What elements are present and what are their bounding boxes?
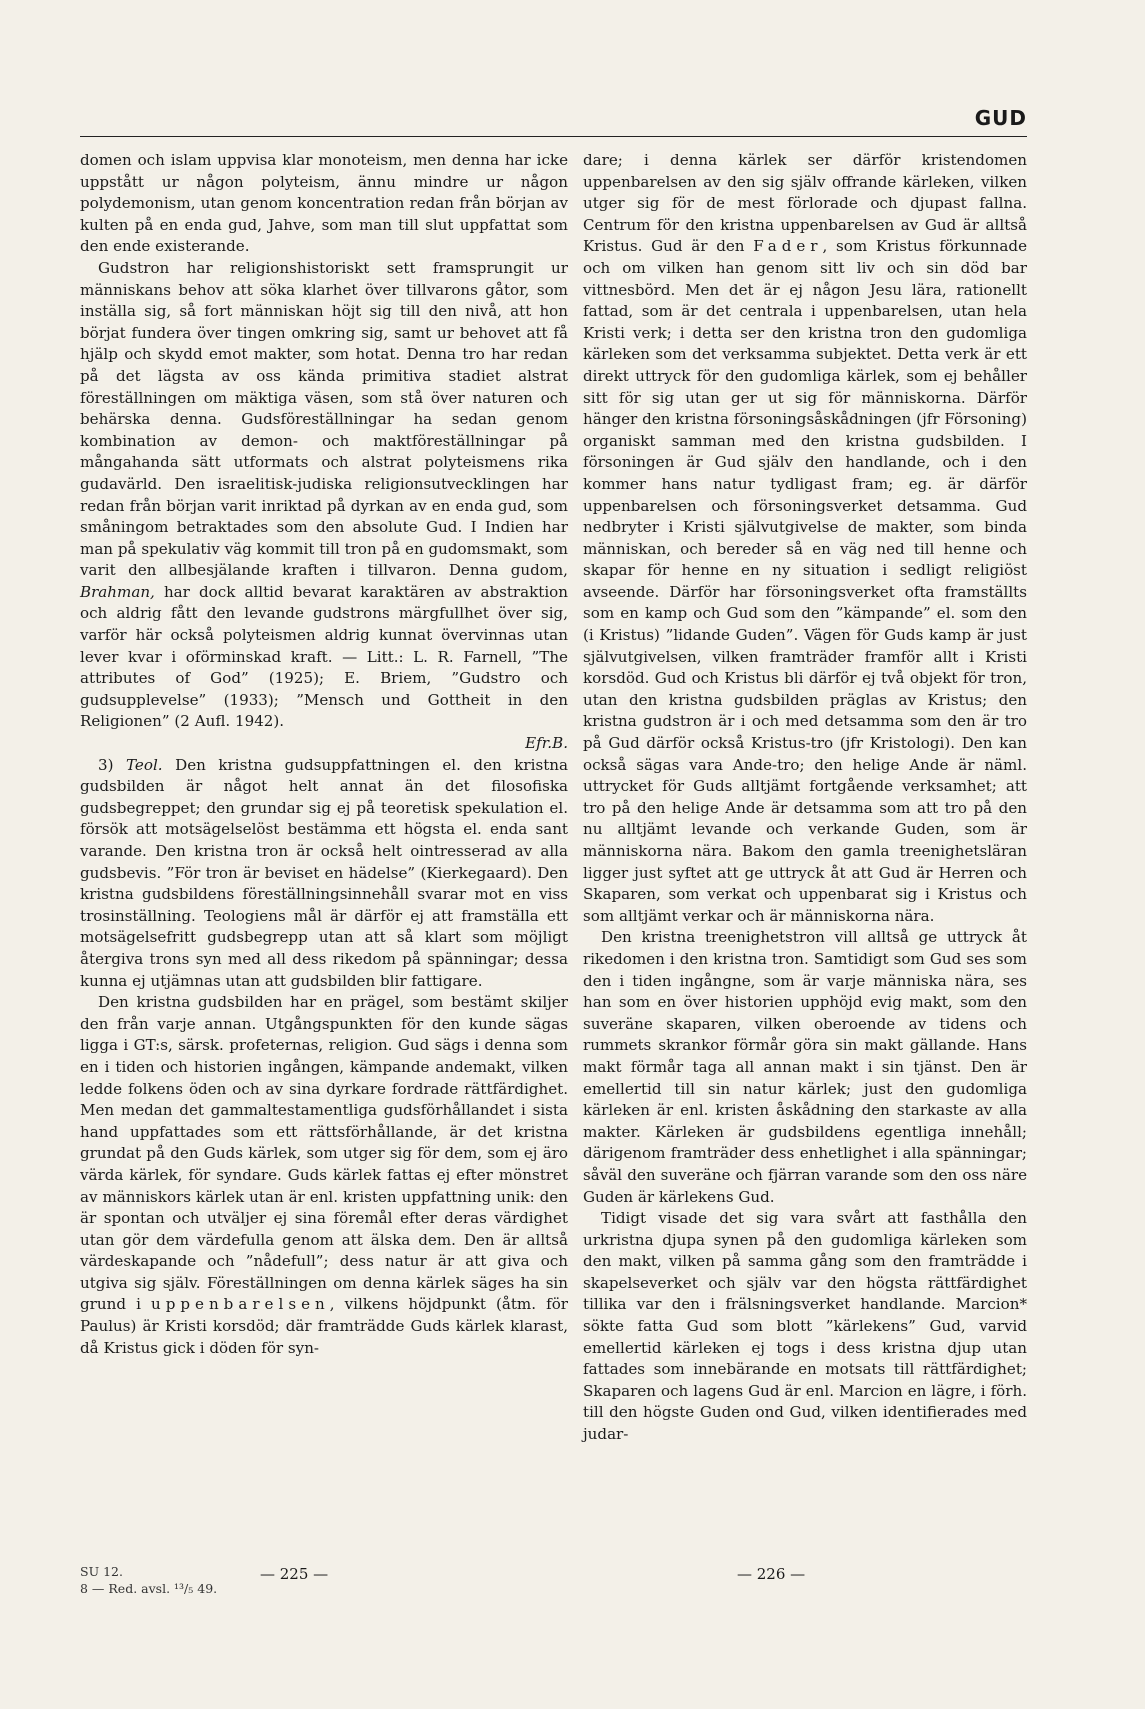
text: domen och islam uppvisa klar monoteism, men denna har icke uppstått ur någon polyteism, ännu mindre ur någon polydemonism, utan genom koncentration redan från början av kulten på en enda gud, Jahve, som man till slut uppfattat som den ende existerande. xyxy=(80,151,568,256)
text: Gudstron har religionshistoriskt sett framsprungit ur människans behov att söka klarhet över tillvarons gåtor, som inställa sig, så fort människan höjt sig till den nivå, att hon börjat fundera över tingen omkring sig, samt ur behovet att få hjälp och skydd emot makter, som hotat. Denna tro har redan på det lägsta av oss kända primitiva stadiet alstrat föreställningen om mäktiga väsen, som stå över naturen och behärska denna. Gudsföreställningar ha sedan genom kombination av demon- och maktföreställningar på mångahanda sätt utformats och alstrat polyteismens rika gudavärld. Den israelitisk-judiska religionsutvecklingen har redan från början varit inriktad på dyrkan av en enda gud, som småningom betraktades som den absolute Gud. I Indien har man på spekulativ väg kommit till tron på en gudomsmakt, som varit den allbesjälande kraften i tillvaron. Denna gudom, xyxy=(80,258,568,580)
spaced-term: uppenbarelsen xyxy=(150,1295,330,1314)
text: Den kristna treenighetstron vill alltså ge uttryck åt rikedomen i den kristna tron. Samtidigt som Gud ses som den i tiden ingångne, som är varje människa nära, ses han som en över historien upphöjd evig makt, som den suveräne skaparen, vilken oberoende av tidens och rummets skrankor förmår göra sin makt gällande. Hans makt förmår taga all annan makt i sin tjänst. Den är emellertid till sin natur kärlek; just den gudomliga kärleken är enl. kristen åskådning den starkaste av alla makter. Kärleken är gudsbildens egentliga innehåll; därigenom framträder dess enhetlighet i alla spänningar; såväl den suveräne och fjärran varande som den oss näre Guden är kärlekens Gud. xyxy=(583,928,1027,1206)
paragraph xyxy=(80,150,568,258)
paragraph xyxy=(80,755,568,993)
paragraph xyxy=(583,1208,1027,1446)
text: Tidigt visade det sig vara svårt att fasthålla den urkristna djupa synen på den gudomliga kärleken som den makt, vilken på samma gång som den framträdde i skapelseverket och själv var den högsta rättfärdighet tillika var den i frälsningsverket handlande. Marcion* sökte fatta Gud som blott ”kärlekens” Gud, varvid emellertid kärleken ej togs i dess kristna djup utan fattades som innebärande en motsats till rättfärdighet; Skaparen och lagens Gud är enl. Marcion en lägre, i förh. till den högste Guden ond Gud, vilken identifierades med judar- xyxy=(583,1209,1027,1444)
printer-note xyxy=(80,1563,217,1597)
text: Den kristna gudsuppfattningen el. den kristna gudsbilden är något helt annat än det filosofiska gudsbegreppet; den grundar sig ej på teoretisk spekulation el. försök att motsägelselöst bestämma ett högsta el. enda sant varande. Den kristna tron är också helt ointresserad av alla gudsbevis. ”För tron är beviset en hädelse” (Kierkegaard). Den kristna gudsbildens föreställningsinnehåll svarar mot en viss trosinställning. Teologiens mål är därför ej att framställa ett motsägelsefritt gudsbegrepp utan att så klart som möjligt återgiva trons syn med all dess rikedom på spänningar; dessa kunna ej utjämnas utan att gudsbilden blir fattigare. xyxy=(80,755,568,990)
page-header-title: GUD xyxy=(974,106,1027,130)
text: , vilkens höjdpunkt (åtm. för Paulus) är Kristi korsdöd; där framträdde Guds kärlek klarast, då Kristus gick i döden för syn- xyxy=(80,1295,568,1357)
page-number-right: — 226 — xyxy=(737,1565,806,1583)
text: , som Kristus förkunnade och om vilken han genom sitt liv och sin död bar vittnesbörd. Men det är ej någon Jesu lära, rationellt fattad, som är det centrala i uppenbarelsen, utan hela Kristi verk; i detta ser den kristna tron den gudomliga kärleken som det verksamma subjektet. Detta verk är ett direkt uttryck för den gudomliga kärlek, som ej behåller sitt för sig utan ger ut sig för människorna. Därför hänger den kristna försoningsåskådningen (jfr Försoning) organiskt samman med den kristna gudsbilden. I försoningen är Gud själv den handlande, och i den kommer hans natur tydligast fram; eg. är därför uppenbarelsen och försoningsverket detsamma. Gud nedbryter i Kristi självutgivelse de makter, som binda människan, och bereder så en väg ned till henne och skapar för henne en ny situation i sedligt religiöst avseende. Därför har försoningsverket ofta framställts som en kamp och Gud som den ”kämpande” el. som den (i Kristus) ”lidande Guden”. Vägen för Guds kamp är just självutgivelsen, vilken framträder framför allt i Kristi korsdöd. Gud och Kristus bli därför ej två objekt för tron, utan den kristna gudsbilden präglas av Kristus; den kristna gudstron är i och med detsamma som den är tro på Gud därför också Kristus-tro (jfr Kristologi). Den kan också sägas vara Ande-tro; den helige Ande är näml. uttrycket för Guds alltjämt fortgående verksamhet; att tro på den helige Ande är detsamma som att tro på den nu alltjämt levande och verkande Guden, som är människorna nära. Bakom den gamla treenighetsläran ligger just syftet att ge uttryck åt att Gud är Herren och Skaparen, som verkat och uppenbarat sig i Kristus och som alltjämt verkar och är människorna nära. xyxy=(583,237,1027,925)
left-column xyxy=(80,150,568,1359)
text: har dock alltid bevarat karaktären av abstraktion och aldrig fått den levande gudstrons märgfullhet över sig, varför här också polyteismen aldrig kunnat övervinnas utan lever kvar i oförminskad kraft. — Litt.: L. R. Farnell, ”The attributes of God” (1925); E. Briem, ”Gudstro och gudsupplevelse” (1933); ”Mensch und Gottheit in den Religionen” (2 Aufl. 1942). xyxy=(80,582,568,731)
right-column xyxy=(583,150,1027,1446)
printer-note-line: SU 12. xyxy=(80,1564,123,1579)
author-signature: Efr.B. xyxy=(525,734,568,753)
section-label: Teol. xyxy=(126,755,163,774)
paragraph xyxy=(583,927,1027,1208)
paragraph xyxy=(80,258,568,755)
printer-note-line: 8 — Red. avsl. ¹³/₅ 49. xyxy=(80,1581,218,1596)
paragraph xyxy=(583,150,1027,927)
text: Den kristna gudsbilden har en prägel, som bestämt skiljer den från varje annan. Utgångspunkten för den kunde sägas ligga i GT:s, särsk. profeternas, religion. Gud sägs i denna som en i tiden och historien ingången, kämpande andemakt, vilken ledde folkens öden och av sina dyrkare fordrade rättfärdighet. Men medan det gammaltestamentliga gudsförhållandet i sista hand uppfattades som ett rättsförhållande, är det kristna grundat på den Guds kärlek, som utger sig för dem, som ej äro värda kärlek, för syndare. Guds kärlek fattas ej efter mönstret av människors kärlek utan är enl. kristen uppfattning unik: den är spontan och utväljer ej sina föremål efter deras värdighet utan gör dem värdefulla genom att älska dem. Den är alltså värdeskapande och ”nådefull”; dess natur är att giva och utgiva sig själv. Föreställningen om denna kärlek säges ha sin grund i xyxy=(80,993,568,1314)
section-number: 3) xyxy=(98,755,127,774)
page-number-left: — 225 — xyxy=(260,1565,329,1583)
italic-term: Brahman, xyxy=(80,582,155,601)
paragraph xyxy=(80,992,568,1359)
header-rule xyxy=(80,136,1027,137)
spaced-term: Fader xyxy=(753,237,823,256)
text: dare; i denna kärlek ser därför kristendomen uppenbarelsen av den sig själv offrande kärleken, vilken utger sig för de mest förlorade och djupast fallna. Centrum för den kristna uppenbarelsen av Gud är alltså Kristus. Gud är den xyxy=(583,151,1027,256)
